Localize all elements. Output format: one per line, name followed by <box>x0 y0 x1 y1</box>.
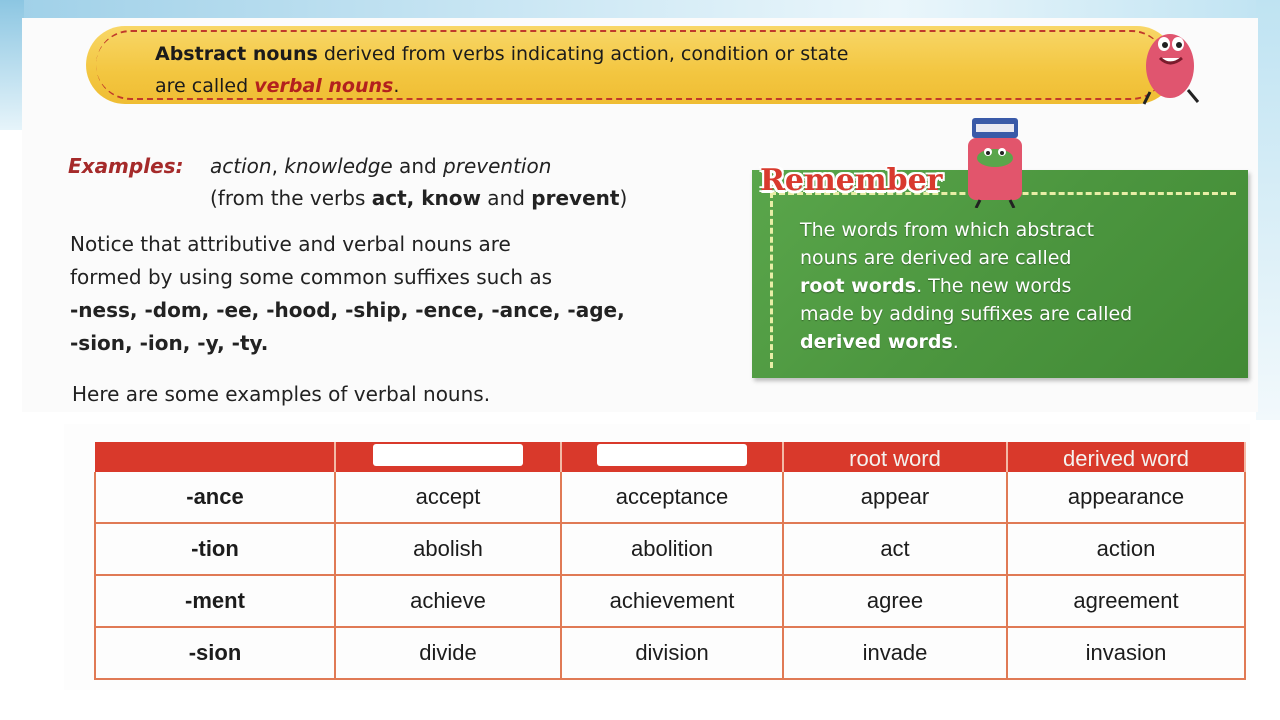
table-cell: agreement <box>1007 575 1245 627</box>
definition-line-2: are called verbal nouns. <box>155 75 400 97</box>
table-cell: division <box>561 627 783 679</box>
slide-decoration-right <box>1256 0 1280 420</box>
table-cell: appearance <box>1007 472 1245 523</box>
table-intro: Here are some examples of verbal nouns. <box>72 382 491 406</box>
table-cell: accept <box>335 472 561 523</box>
table-row <box>95 575 1245 627</box>
header-cover <box>597 444 747 466</box>
notice-paragraph: Notice that attributive and verbal nouns are formed by using some common suffixes such as -ness, -dom, -ee, -hood, -ship, -ence, -ance, -age, -sion, -ion, -y, -ty. <box>70 228 730 360</box>
derived-words-term: derived words <box>800 331 953 353</box>
header-derived-word: derived word <box>1007 442 1245 472</box>
definition-line-1: Abstract nouns derived from verbs indicating action, condition or state <box>155 43 849 65</box>
header-verb <box>335 442 561 472</box>
header-cover <box>373 444 523 466</box>
header-root-word: root word <box>783 442 1007 472</box>
table-cell: invade <box>783 627 1007 679</box>
table-header-row <box>95 442 1245 472</box>
definition-bold: Abstract nouns <box>155 43 318 65</box>
remember-text: The words from which abstract nouns are derived are called root words. The new words made by adding suffixes are called derived words. <box>800 219 1133 353</box>
suffix-table <box>94 442 1246 680</box>
table-row <box>95 627 1245 679</box>
table-cell: abolition <box>561 523 783 575</box>
suffix-list-cont: -sion, -ion, -y, -ty. <box>70 331 269 355</box>
slide-decoration-left <box>0 0 24 130</box>
verbal-nouns-table <box>94 442 1244 682</box>
table-cell: acceptance <box>561 472 783 523</box>
root-words-term: root words <box>800 275 917 297</box>
table-cell: achieve <box>335 575 561 627</box>
table-row <box>95 472 1245 523</box>
table-cell: action <box>1007 523 1245 575</box>
definition-text <box>155 38 1115 102</box>
examples-line-1: action, knowledge and prevention <box>210 154 552 178</box>
bean-mascot-icon <box>1138 22 1202 106</box>
table-cell: abolish <box>335 523 561 575</box>
examples-label: Examples: <box>68 154 184 178</box>
remember-title: Remember <box>760 163 943 198</box>
suffix-cell: -tion <box>95 523 335 575</box>
table-cell: agree <box>783 575 1007 627</box>
suffix-cell: -ance <box>95 472 335 523</box>
table-cell: act <box>783 523 1007 575</box>
table-cell: appear <box>783 472 1007 523</box>
examples-line-2: (from the verbs act, know and prevent) <box>210 186 628 210</box>
table-cell: achievement <box>561 575 783 627</box>
suffix-cell: -sion <box>95 627 335 679</box>
table-cell: divide <box>335 627 561 679</box>
table-row <box>95 523 1245 575</box>
jar-mascot-icon <box>962 118 1028 208</box>
header-noun <box>561 442 783 472</box>
table-cell: invasion <box>1007 627 1245 679</box>
verbal-nouns-highlight: verbal nouns <box>254 75 394 97</box>
suffix-list: -ness, -dom, -ee, -hood, -ship, -ence, -ance, -age, <box>70 298 625 322</box>
header-suffix <box>95 442 335 472</box>
suffix-cell: -ment <box>95 575 335 627</box>
